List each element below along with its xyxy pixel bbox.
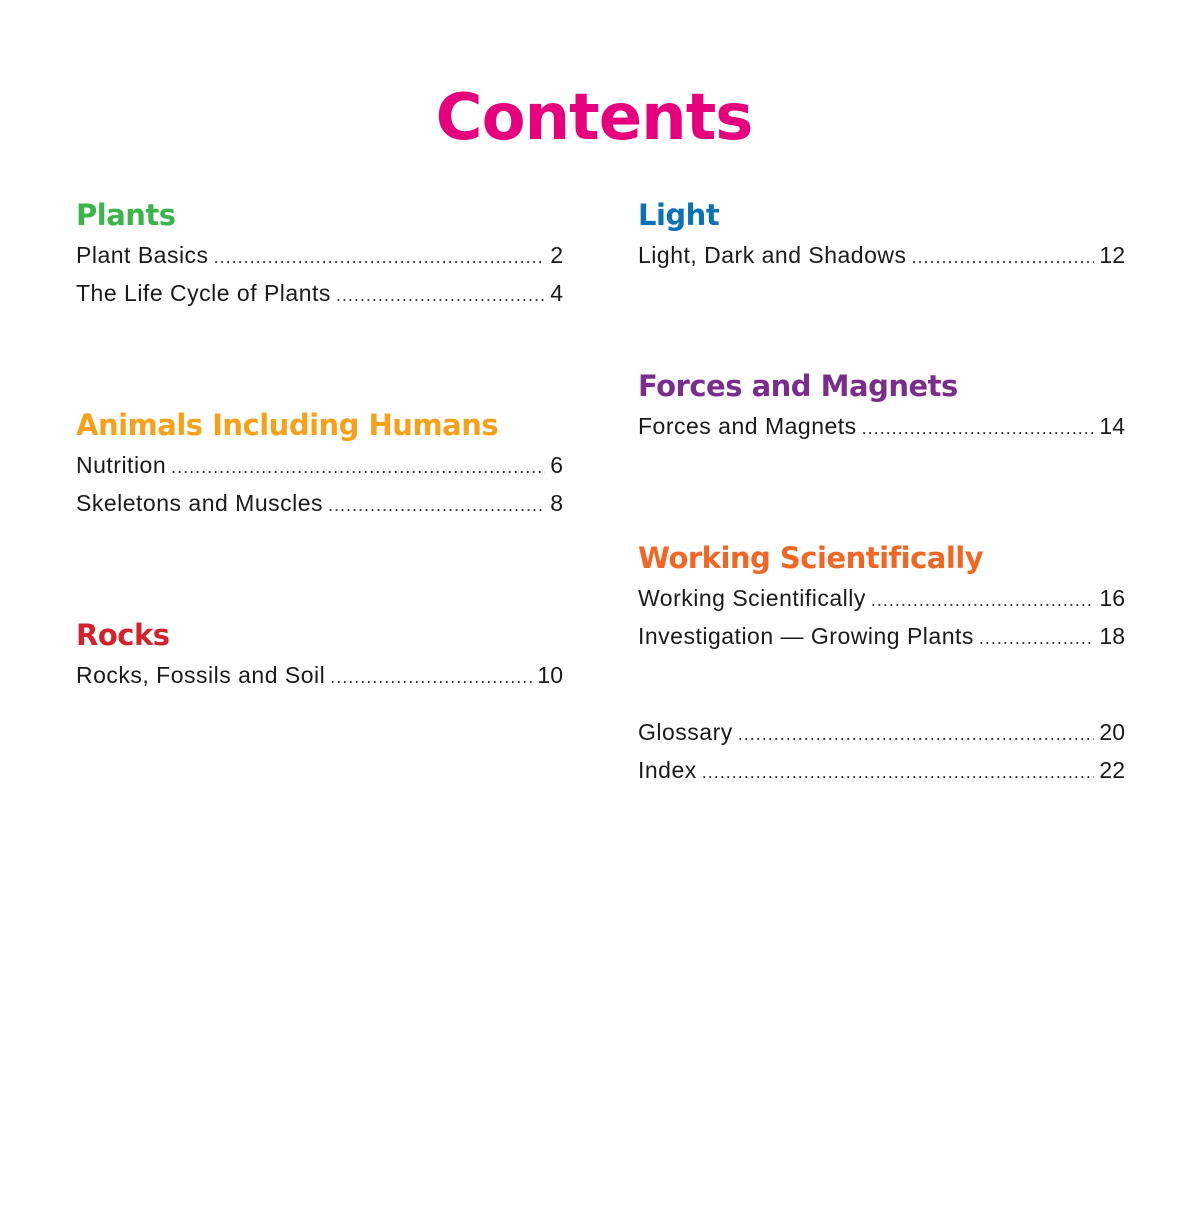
- section-heading-animals: Animals Including Humans: [76, 408, 499, 442]
- dot-leader: [330, 658, 532, 696]
- toc-entry-rocks-fossils-soil[interactable]: [76, 656, 563, 694]
- dot-leader: [171, 448, 545, 486]
- toc-section-plants: [76, 197, 563, 312]
- dot-leader: [336, 276, 545, 314]
- toc-entry-page: 8: [550, 490, 563, 516]
- toc-entry-label: Light, Dark and Shadows: [638, 242, 907, 268]
- toc-entry-label: Skeletons and Muscles: [76, 490, 324, 516]
- toc-entry-glossary[interactable]: [638, 713, 1125, 751]
- toc-entry-nutrition[interactable]: [76, 446, 563, 484]
- toc-entry-label: Investigation — Growing Plants: [638, 623, 974, 649]
- toc-section-rocks: [76, 617, 563, 694]
- toc-entry-page: 10: [537, 662, 563, 688]
- toc-entry-forces-and-magnets[interactable]: [638, 407, 1125, 445]
- toc-entry-label: Nutrition: [76, 452, 167, 478]
- dot-leader: [214, 238, 546, 276]
- toc-entry-label: Glossary: [638, 719, 733, 745]
- toc-entry-label: Rocks, Fossils and Soil: [76, 662, 326, 688]
- toc-entry-label: Forces and Magnets: [638, 413, 857, 439]
- toc-entry-skeletons-and-muscles[interactable]: [76, 484, 563, 522]
- dot-leader: [871, 581, 1095, 619]
- toc-entry-label: Working Scientifically: [638, 585, 866, 611]
- dot-leader: [979, 619, 1095, 657]
- toc-entry-page: 2: [550, 242, 563, 268]
- toc-entry-page: 22: [1099, 757, 1125, 783]
- section-heading-forces: Forces and Magnets: [638, 369, 958, 403]
- toc-entry-light-dark-shadows[interactable]: [638, 236, 1125, 274]
- toc-entry-page: 18: [1099, 623, 1125, 649]
- dot-leader: [328, 486, 545, 524]
- section-heading-plants: Plants: [76, 198, 176, 232]
- toc-section-working-scientifically: [638, 540, 1125, 655]
- toc-entry-working-scientifically[interactable]: [638, 579, 1125, 617]
- section-heading-light: Light: [638, 198, 720, 232]
- toc-entry-page: 14: [1099, 413, 1125, 439]
- dot-leader: [738, 715, 1095, 753]
- toc-entry-page: 16: [1099, 585, 1125, 611]
- section-heading-working-scientifically: Working Scientifically: [638, 541, 984, 575]
- section-heading-rocks: Rocks: [76, 618, 170, 652]
- toc-entry-life-cycle-of-plants[interactable]: [76, 274, 563, 312]
- toc-entry-index[interactable]: [638, 751, 1125, 789]
- toc-section-light: [638, 197, 1125, 274]
- toc-section-back-matter: [638, 713, 1125, 789]
- toc-entry-page: 4: [550, 280, 563, 306]
- toc-section-forces: [638, 368, 1125, 445]
- toc-section-animals: [76, 407, 563, 522]
- dot-leader: [862, 409, 1095, 447]
- toc-entry-page: 6: [550, 452, 563, 478]
- toc-entry-label: Index: [638, 757, 697, 783]
- page-title: Contents: [435, 81, 753, 155]
- toc-entry-plant-basics[interactable]: [76, 236, 563, 274]
- dot-leader: [702, 753, 1095, 791]
- toc-entry-investigation-growing-plants[interactable]: [638, 617, 1125, 655]
- dot-leader: [912, 238, 1095, 276]
- toc-entry-page: 12: [1099, 242, 1125, 268]
- toc-entry-page: 20: [1099, 719, 1125, 745]
- toc-entry-label: The Life Cycle of Plants: [76, 280, 331, 306]
- toc-entry-label: Plant Basics: [76, 242, 209, 268]
